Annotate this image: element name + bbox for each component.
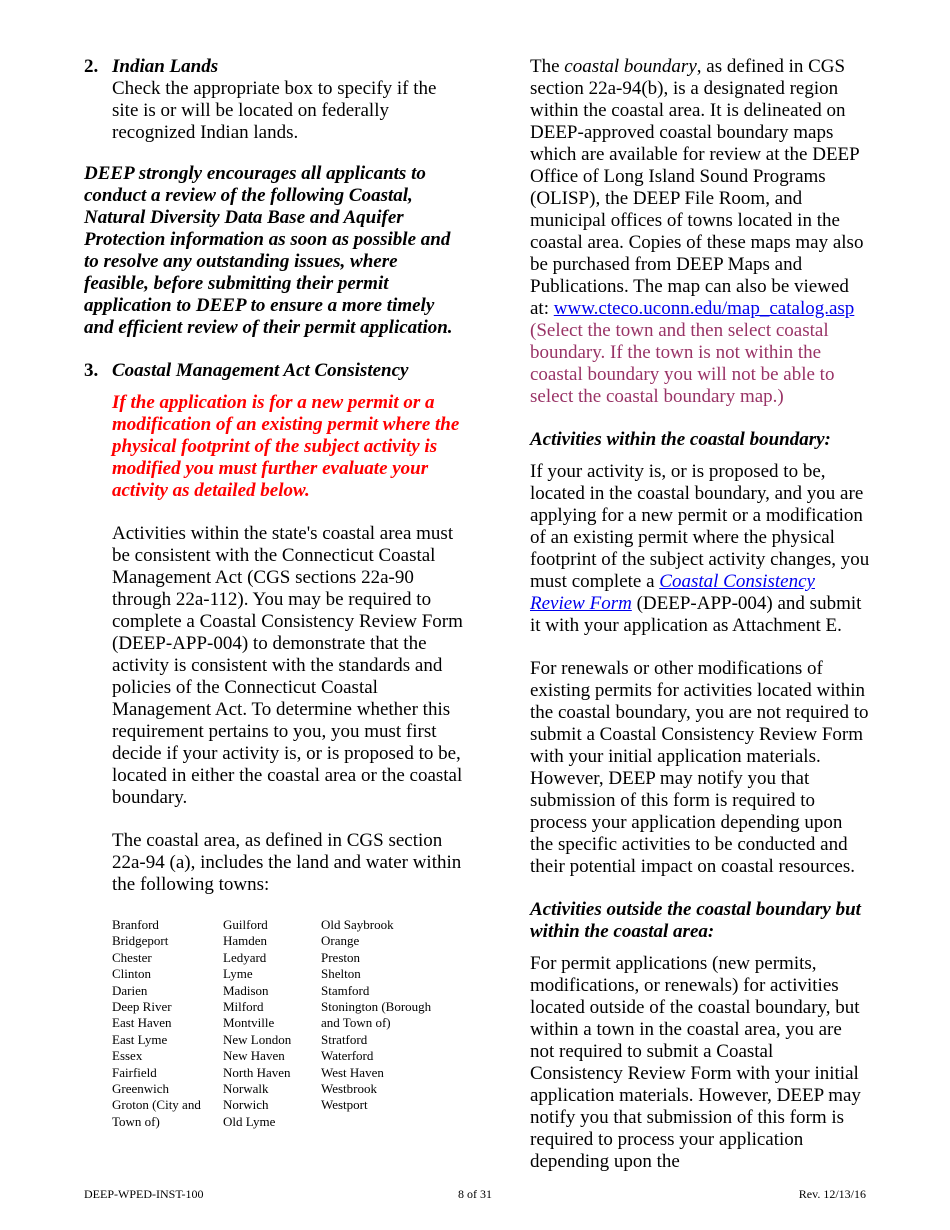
town-item: Fairfield (112, 1064, 157, 1080)
town-item: Branford (112, 917, 159, 932)
town-item: Westbrook (321, 1081, 377, 1097)
town-item: East Lyme (112, 1031, 168, 1047)
section-number: 2. (84, 56, 99, 77)
paragraph-text: If your activity is, or is proposed to be, located in the coastal boundary, and you are applying for a new permit or a modification of an existing permit where the physical footprint of the subject activity changes, you must complete a (530, 461, 870, 592)
coastal-area-paragraph: The coastal area, as defined in CGS section 22a-94 (a), includes the land and water within the following towns: (112, 830, 462, 895)
town-item: Stratford (321, 1031, 368, 1047)
town-item: Lyme (223, 966, 253, 982)
town-item: Norwalk (223, 1081, 269, 1097)
towns-column-3 (321, 917, 446, 1130)
left-column (84, 56, 464, 1130)
town-item: Darien (112, 982, 148, 998)
town-item: Town of) (112, 1113, 160, 1129)
town-item: Ledyard (223, 949, 267, 965)
town-item: Milford (223, 999, 264, 1015)
outside-boundary-paragraph: For permit applications (new permits, modifications, or renewals) for activities located outside of the coastal boundary, but within a town in the coastal area, you are not required to submit a Coastal Consistency Review Form with your initial application materials. However, DEEP may notify you that submission of this form is required to process your application depending upon the (530, 953, 861, 1172)
deep-encouragement-note: DEEP strongly encourages all applicants to conduct a review of the following Coastal, Natural Diversity Data Base and Aquifer Protection information as soon as possible and to resolve any outstanding issues, where feasible, before submitting their permit application to DEEP to ensure a more timely and efficient review of their permit application. (84, 163, 453, 338)
town-item: Hamden (223, 933, 268, 949)
town-item: Groton (City and (112, 1097, 201, 1113)
town-item: New Haven (223, 1048, 285, 1064)
town-item: Greenwich (112, 1081, 170, 1097)
heading-outside-coastal-boundary: Activities outside the coastal boundary but within the coastal area: (530, 899, 861, 942)
section-indian-lands (84, 56, 464, 144)
red-warning-note: If the application is for a new permit or a modification of an existing permit where the physical footprint of the subject activity is modified you must further evaluate your activity as detailed below. (112, 392, 460, 501)
paragraph-text: The (530, 56, 565, 77)
footer-page-number: 8 of 31 (458, 1187, 492, 1201)
towns-column-2 (223, 917, 321, 1130)
town-item: Preston (321, 949, 360, 965)
within-boundary-paragraph (530, 461, 870, 637)
coastal-act-paragraph: Activities within the state's coastal area must be consistent with the Connecticut Coastal Management Act (CGS sections 22a-90 through 22a-112). You may be required to complete a Coastal Consistency Review Form (DEEP-APP-004) to demonstrate that the activity is consistent with the standards and policies of the Connecticut Coastal Management Act. To determine whether this requirement pertains to you, you must first decide if your activity is, or is proposed to be, located in either the coastal area or the coastal boundary. (112, 523, 463, 808)
town-item: Montville (223, 1015, 275, 1031)
town-item: Norwich (223, 1097, 269, 1113)
section-coastal-management (84, 360, 464, 1130)
town-item: Essex (112, 1048, 143, 1064)
town-item: Guilford (223, 917, 268, 932)
coastal-boundary-paragraph (530, 56, 870, 320)
paragraph-text: (DEEP-APP-004) and submit it with your application as Attachment E. (530, 593, 862, 636)
town-item: Deep River (112, 999, 172, 1015)
town-item: North Haven (223, 1064, 291, 1080)
town-item: Old Saybrook (321, 917, 394, 932)
town-item: Waterford (321, 1048, 374, 1064)
town-item: Chester (112, 949, 152, 965)
section-body: Check the appropriate box to specify if the site is or will be located on federally recognized Indian lands. (112, 78, 437, 143)
towns-list (112, 917, 464, 1130)
town-item: Clinton (112, 966, 152, 982)
section-title: Coastal Management Act Consistency (112, 360, 409, 381)
heading-within-coastal-boundary: Activities within the coastal boundary: (530, 429, 831, 450)
town-item: Stonington (Borough (321, 999, 432, 1015)
section-number: 3. (84, 360, 99, 381)
map-selection-note: (Select the town and then select coastal boundary. If the town is not within the coastal boundary you will not be able to select the coastal boundary map.) (530, 320, 835, 407)
town-item: East Haven (112, 1015, 172, 1031)
footer-doc-id: DEEP-WPED-INST-100 (84, 1187, 204, 1201)
town-item: Orange (321, 933, 360, 949)
footer-revision: Rev. 12/13/16 (798, 1187, 866, 1201)
town-item: Old Lyme (223, 1113, 276, 1129)
town-item: Madison (223, 982, 269, 998)
towns-column-1 (112, 917, 223, 1130)
coastal-boundary-term: coastal boundary (564, 56, 697, 77)
town-item: New London (223, 1031, 292, 1047)
town-item: Stamford (321, 982, 370, 998)
town-item: Shelton (321, 966, 361, 982)
map-catalog-link[interactable]: www.cteco.uconn.edu/map_catalog.asp (553, 298, 855, 319)
town-item: Westport (321, 1097, 368, 1113)
right-column (530, 56, 870, 1173)
town-item: Bridgeport (112, 933, 169, 949)
paragraph-text: , as defined in CGS section 22a-94(b), is a designated region within the coastal area. It is delineated on DEEP-approved coastal boundary maps which are available for review at the DEEP Office of Long Island Sound Programs (OLISP), the DEEP File Room, and municipal offices of towns located in the coastal area. Copies of these maps may also be purchased from DEEP Maps and Publications. The map can also be viewed at: (530, 56, 864, 319)
section-title: Indian Lands (112, 56, 219, 77)
coastal-consistency-form-link[interactable]: Coastal Consistency Review Form (530, 571, 815, 614)
renewals-paragraph: For renewals or other modifications of existing permits for activities located within the coastal boundary, you are not required to submit a Coastal Consistency Review Form with your initial application materials. However, DEEP may notify you that submission of this form is required to process your application depending upon the specific activities to be conducted and their potential impact on coastal resources. (530, 658, 869, 877)
town-item: and Town of) (321, 1015, 391, 1031)
town-item: West Haven (321, 1064, 384, 1080)
